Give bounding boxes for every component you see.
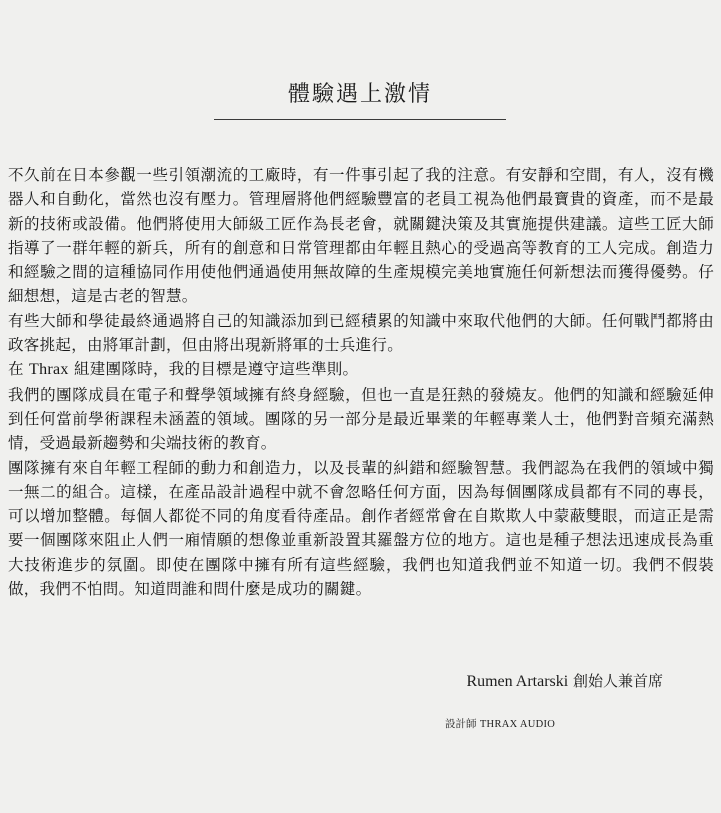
paragraph-2 (8, 309, 714, 358)
paragraph-1-text: 不久前在日本參觀一些引領潮流的工廠時，有一件事引起了我的注意。有安靜和空間，有人，沒有機器人和自動化，當然也沒有壓力。管理層將他們經驗豐富的老員工視為他們最寶貴的資產，而不是最新的技術或設備。他們將使用大師級工匠作為長老會，就關鍵決策及其實施提供建議。這些工匠大師指導了一群年輕的新兵，所有的創意和日常管理都由年輕且熱心的受過高等教育的工人完成。創造力和經驗之間的這種協同作用使他們通過使用無故障的生產規模完美地實施任何新想法而獲得優勢。仔細想想，這是古老的智慧。 (8, 166, 714, 306)
article-body (8, 163, 714, 601)
designer-brand: THRAX AUDIO (479, 719, 556, 730)
paragraph-1 (8, 163, 714, 309)
author-signature (466, 670, 663, 693)
designer-credit (445, 716, 555, 733)
paragraph-5-text: 團隊擁有來自年輕工程師的動力和創造力，以及長輩的糾錯和經驗智慧。我們認為在我們的領域中獨一無二的組合。這樣，在產品設計過程中就不會忽略任何方面，因為每個團隊成員都有不同的專長，可以增加整體。每個人都從不同的角度看待產品。創作者經常會在自欺欺人中蒙蔽雙眼，而這正是需要一個團隊來阻止人們一廂情願的想像並重新設置其羅盤方位的地方。這也是種子想法迅速成長為重大技術進步的氛圍。即使在團隊中擁有所有這些經驗，我們也知道我們並不知道一切。我們不假裝做，我們不怕問。知道問誰和問什麼是成功的關鍵。 (8, 458, 714, 599)
paragraph-3 (8, 357, 714, 382)
page-title-container (214, 80, 506, 110)
designer-label: 設計師 (445, 718, 477, 730)
paragraph-4-text: 我們的團隊成員在電子和聲學領域擁有終身經驗，但也一直是狂熱的發燒友。他們的知識和經驗延伸到任何當前學術課程未涵蓋的領域。團隊的另一部分是最近畢業的年輕專業人士，他們對音頻充滿熱情，受過最新趨勢和尖端技術的教育。 (8, 385, 714, 453)
paragraph-5 (8, 456, 714, 602)
title-underline-divider (214, 119, 506, 120)
author-name: Rumen Artarski (466, 673, 569, 690)
paragraph-3-text-end: 組建團隊時，我的目標是遵守這些準則。 (68, 360, 359, 379)
paragraph-3-text-start: 在 (8, 360, 30, 379)
brand-name-inline: Thrax (29, 361, 69, 379)
page-title: 體驗遇上激情 (287, 82, 432, 107)
paragraph-4 (8, 383, 714, 456)
paragraph-2-text: 有些大師和學徒最終通過將自己的知識添加到已經積累的知識中來取代他們的大師。任何戰鬥都將由政客挑起，由將軍計劃，但由將出現新將軍的士兵進行。 (8, 311, 714, 355)
author-role: 創始人兼首席 (572, 672, 663, 690)
